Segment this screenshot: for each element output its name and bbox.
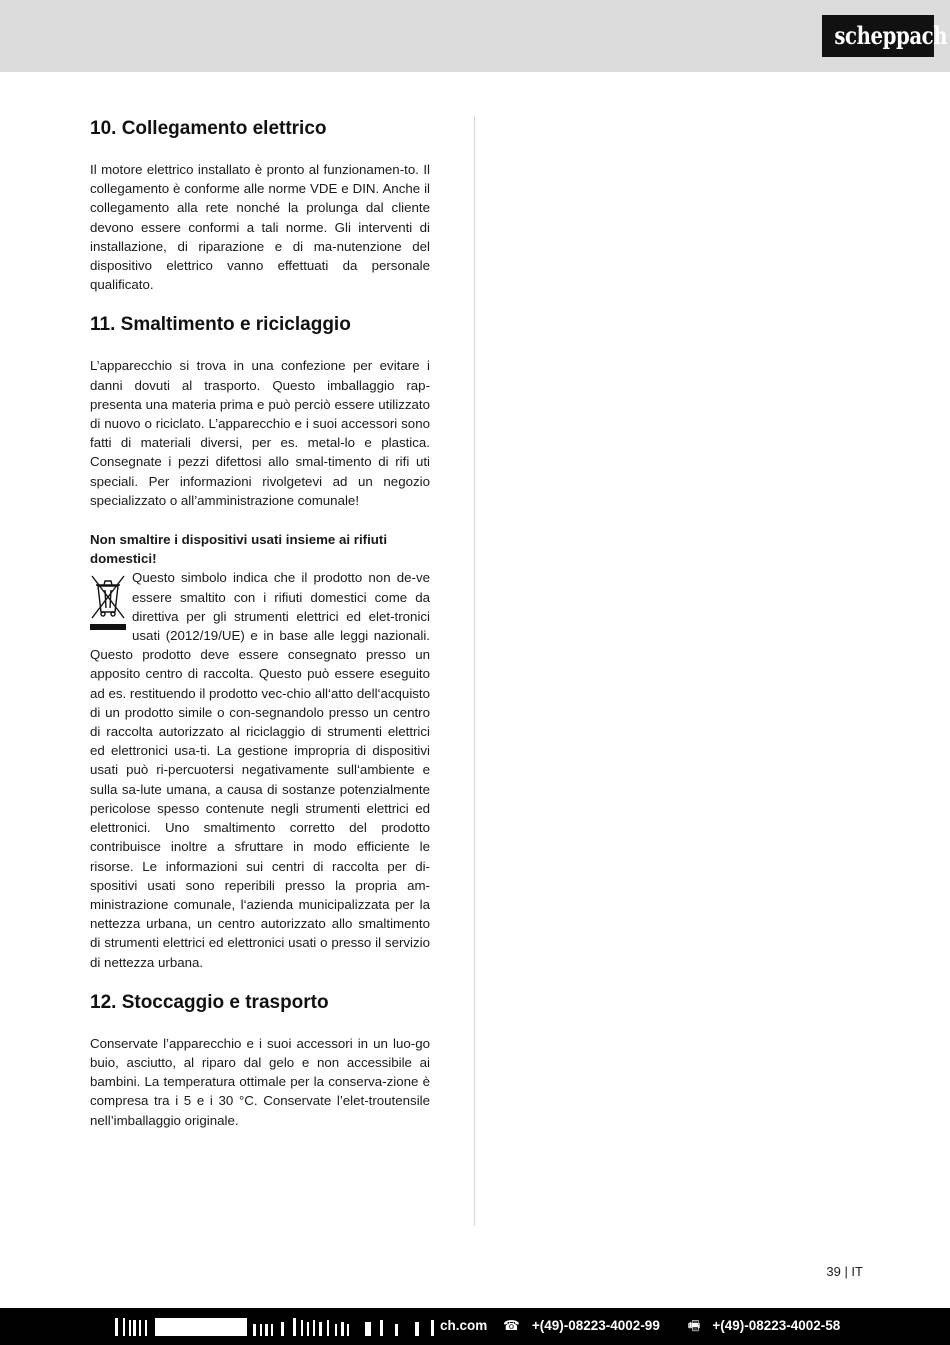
disposal-warning: Non smaltire i dispositivi usati insieme ai rifiuti domestici! <box>90 532 388 567</box>
footer-fax[interactable]: +(49)-08223-4002-58 <box>712 1318 841 1333</box>
footer-contacts <box>440 1308 864 1345</box>
section-title-storage: 12. Stoccaggio e trasporto <box>90 991 329 1013</box>
weee-text: Questo simbolo indica che il prodotto non de-ve essere smaltito con i rifiuti domestici come da direttiva per gli strumenti elettrici ed elet-tronici usati (2012/19/UE) e in base alle leggi nazionali. Questo prodotto deve essere consegnato presso un apposito centro di raccolta. Questo può essere eseguito ad es. restituendo il prodotto vec-chio all‘atto dell‘acquisto di un prodotto simile o con-segnandolo presso un centro di raccolta autorizzato al riciclaggio di strumenti elettrici ed elettronici usa-ti. La gestione impropria di dispositivi usati può ri-percuotersi negativamente sull‘ambiente e sulla sa-lute umana, a causa di sostanze potenzialmente pericolose spesso contenute negli strumenti elettrici ed elettronici. Uno smaltimento corretto del prodotto contribuisce inoltre a sfruttare in modo efficiente le risorse. Le informazioni sui centri di raccolta per di-spositivi usati sono reperibili presso la propria am-ministrazione comunale, l‘azienda municipalizzata per la nettezza urbana, un centro autorizzato allo smaltimento di strumenti elettrici ed elettronici usati o presso il servizio di nettezza urbana. <box>90 570 431 970</box>
page-number: 39 | IT <box>826 1264 863 1279</box>
brand-logo: scheppach <box>822 15 934 57</box>
footer-bar <box>0 1308 950 1345</box>
section-title-electrical: 10. Collegamento elettrico <box>90 118 327 139</box>
footer-phone[interactable]: +(49)-08223-4002-99 <box>531 1318 660 1333</box>
footer-web[interactable]: ch.com <box>440 1318 488 1333</box>
crossed-bin-icon <box>90 572 126 632</box>
obscured-footer-text <box>115 1316 440 1338</box>
section-body-storage: Conservate l’apparecchio e i suoi accessori in un luo-go buio, asciutto, al riparo dal gelo e non accessibile ai bambini. La temperatura ottimale per la conserva-zione è compresa tra i 5 e i 30 °C. Conservate l’elet-troutensile nell’imballaggio originale. <box>90 1035 430 1128</box>
fax-icon: 🖷 <box>687 1318 701 1333</box>
section-title-disposal: 11. Smaltimento e riciclaggio <box>90 314 351 336</box>
section-body-electrical: Il motore elettrico installato è pronto al funzionamen-to. Il collegamento è conforme alle norme VDE e DIN. Anche il collegamento alla rete nonché la prolunga dal cliente devono essere conformi a tali norme. Gli interventi di installazione, di riparazione e di ma-nutenzione del dispositivo elettrico vanno effettuati da personale qualificato. <box>90 162 430 293</box>
text-column <box>90 112 430 1130</box>
weee-block <box>90 568 430 971</box>
header-band <box>0 0 950 72</box>
column-divider <box>474 116 475 1226</box>
section-body-disposal: L’apparecchio si trova in una confezione per evitare i danni dovuti al trasporto. Questo imballaggio rap-presenta una materia prima e può perciò essere utilizzato di nuovo o riciclato. L’apparecchio e i suoi accessori sono fatti di materiali diversi, per es. metal-lo e plastica. Consegnate i pezzi difettosi allo smal-timento di rifi uti speciali. Per informazioni rivolgetevi ad un negozio specializzato o all’amministrazione comunale! <box>90 358 430 508</box>
phone-icon: ☎ <box>503 1318 520 1333</box>
